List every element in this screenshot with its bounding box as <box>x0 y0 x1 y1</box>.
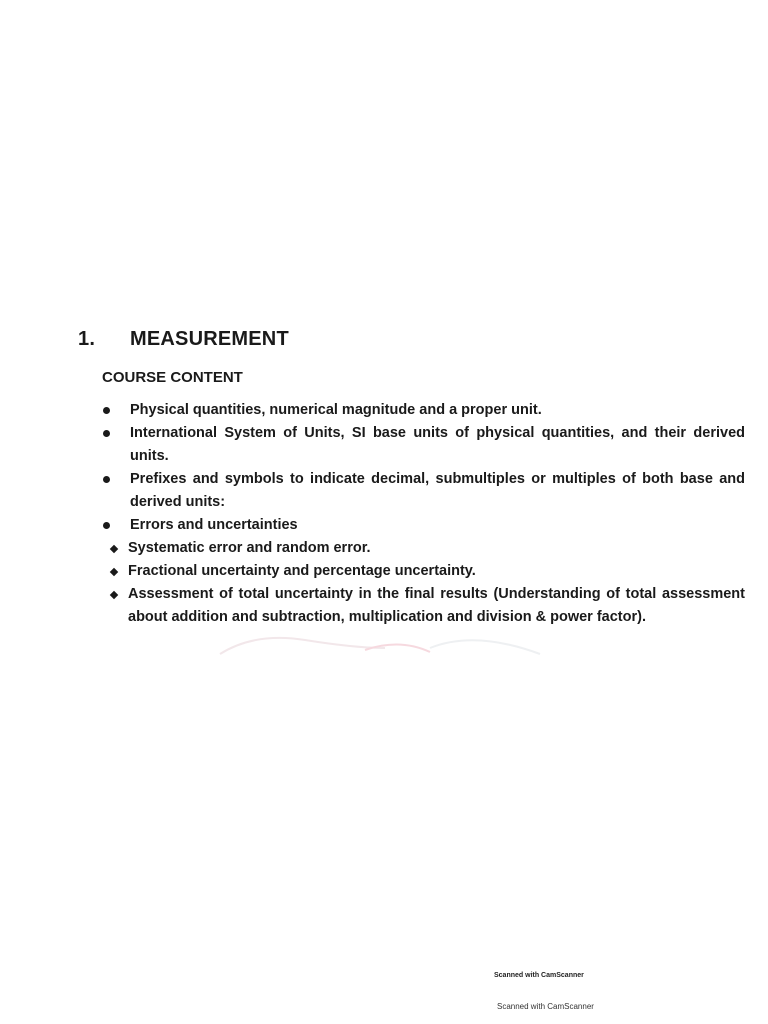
section-heading <box>78 325 289 353</box>
list-item-text: Errors and uncertainties <box>130 517 298 533</box>
section-number: 1. <box>78 327 96 350</box>
bullet-dot-icon <box>100 399 130 414</box>
bullet-dot-icon <box>100 514 130 529</box>
scan-watermark-text: Scanned with CamScanner <box>494 972 584 979</box>
list-item <box>100 468 745 514</box>
list-item <box>100 537 745 560</box>
bullet-diamond-icon <box>100 583 128 598</box>
list-item <box>100 583 745 629</box>
scan-watermark-text: Scanned with CamScanner <box>497 1002 594 1011</box>
bullet-dot-icon <box>100 468 130 483</box>
bullet-dot-icon <box>100 422 130 437</box>
bullet-diamond-icon <box>100 560 128 575</box>
section-title: MEASUREMENT <box>130 327 289 350</box>
list-item-text: Physical quantities, numerical magnitude and a proper unit. <box>130 402 542 418</box>
bullet-diamond-icon <box>100 537 128 552</box>
list-item <box>100 422 745 468</box>
course-content-list <box>100 399 745 629</box>
list-item-text: Fractional uncertainty and percentage uncertainty. <box>128 563 476 579</box>
list-item-text: International System of Units, SI base units of physical quantities, and their derived units. <box>130 425 745 464</box>
list-item <box>100 514 745 537</box>
list-item-text: Prefixes and symbols to indicate decimal, submultiples or multiples of both base and derived units: <box>130 471 745 510</box>
course-content-heading: COURSE CONTENT <box>102 369 243 386</box>
faint-watermark-icon <box>215 630 545 658</box>
list-item <box>100 560 745 583</box>
list-item-text: Assessment of total uncertainty in the final results (Understanding of total assessment about addition and subtraction, multiplication and division & power factor). <box>128 586 745 625</box>
list-item <box>100 399 745 422</box>
list-item-text: Systematic error and random error. <box>128 540 371 556</box>
